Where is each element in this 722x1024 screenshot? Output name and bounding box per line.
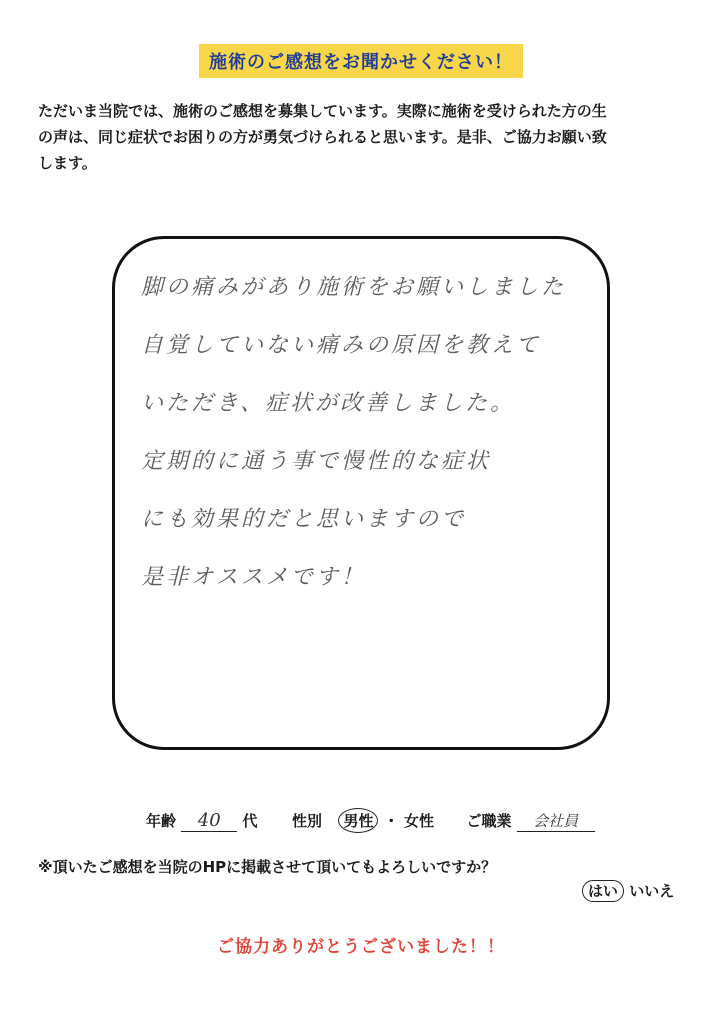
thanks-message: ご協力ありがとうございました！！ xyxy=(217,937,505,957)
gender-label: 性別 xyxy=(291,812,322,830)
job-label: ご職業 xyxy=(466,812,512,830)
handwritten-feedback xyxy=(141,259,591,607)
age-suffix: 代 xyxy=(242,812,258,830)
feedback-line: いただき、症状が改善しました。 xyxy=(141,391,516,416)
consent-answers xyxy=(582,880,674,901)
age-label: 年齢 xyxy=(146,812,177,830)
gender-female-option[interactable]: 女性 xyxy=(403,812,434,830)
feedback-line: にも効果的だと思いますので xyxy=(141,507,467,532)
intro-line: ただいま当院では、施術のご感想を募集しています。実際に施術を受けられた方の生 xyxy=(38,102,607,120)
intro-text xyxy=(38,98,688,176)
feedback-line: 定期的に通う事で慢性的な症状 xyxy=(141,449,492,474)
consent-no-option[interactable]: いいえ xyxy=(629,882,675,900)
feedback-box xyxy=(112,236,610,750)
feedback-line: 自覚していない痛みの原因を教えて xyxy=(141,333,542,358)
intro-line: の声は、同じ症状でお困りの方が勇気づけられると思います。是非、ご協力お願い致 xyxy=(38,128,607,146)
job-field[interactable]: 会社員 xyxy=(517,810,595,832)
feedback-line: 脚の痛みがあり施術をお願いしました xyxy=(141,275,567,300)
consent-yes-option[interactable]: はい xyxy=(582,880,624,902)
consent-question: ※頂いたご感想を当院のHPに掲載させて頂いてもよろしいですか？ xyxy=(38,858,497,876)
gender-male-option[interactable]: 男性 xyxy=(338,808,378,833)
profile-row xyxy=(146,808,666,833)
age-field[interactable]: 40 xyxy=(181,810,237,832)
page-title: 施術のご感想をお聞かせください！ xyxy=(199,44,523,78)
title-area xyxy=(0,44,722,78)
gender-separator: ・ xyxy=(383,812,399,830)
intro-line: します。 xyxy=(38,154,97,172)
feedback-line: 是非オススメです！ xyxy=(141,565,366,590)
